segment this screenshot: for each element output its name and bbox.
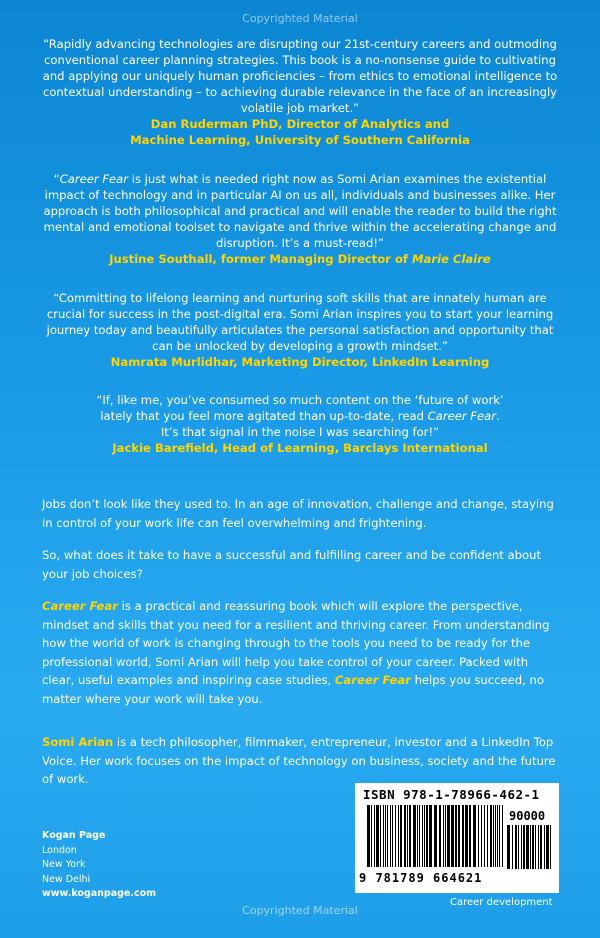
book-title: Career Fear: [42, 599, 118, 613]
barcode-bar: [521, 825, 522, 869]
barcode-bar: [493, 805, 494, 867]
price-code: 90000: [509, 809, 546, 823]
barcode-bar: [515, 825, 517, 869]
barcode-bar: [439, 805, 441, 867]
quote-ruderman: [36, 36, 564, 148]
barcode-bar: [387, 805, 388, 867]
barcode-bars: [367, 805, 503, 867]
isbn-barcode: [355, 783, 559, 893]
quote-barefield: “If, like me, you’ve consumed so much content on the ‘future of work’ lately that you feel more agitated than up-to-date, read Career Fear. It’s that signal in the noise I was searching for!” Jackie Barefield, Head of Learning, Barclays International: [36, 392, 564, 456]
quote-attribution: Namrata Murlidhar, Marketing Director, LinkedIn Learning: [110, 355, 490, 369]
barcode-bar: [413, 805, 416, 867]
quote-text: “Committing to lifelong learning and nurturing soft skills that are innately human are crucial for success in the post-digital era. Somi Arian inspires you to start your learning journey today and beautifully articulates the personal satisfaction and opportunity that can be unlocked by developing a growth mindset.”: [46, 291, 554, 353]
barcode-bar: [546, 825, 549, 869]
barcode-bar: [434, 805, 437, 867]
quote-attribution: Dan Ruderman PhD, Director of Analytics and Machine Learning, University of Southern California: [130, 117, 470, 147]
publisher-website: www.koganpage.com: [42, 888, 157, 899]
barcode-bar: [550, 825, 551, 869]
barcode-addon-bars: [507, 825, 551, 873]
barcode-bar: [526, 825, 529, 869]
barcode-bar: [490, 805, 492, 867]
barcode-bar: [390, 805, 391, 867]
barcode-bar: [487, 805, 488, 867]
barcode-bar: [481, 805, 482, 867]
barcode-bar: [404, 805, 406, 867]
publisher-city: London: [42, 844, 77, 856]
barcode-bar: [445, 805, 446, 867]
barcode-bar: [502, 805, 503, 867]
category-label: Career development: [450, 897, 553, 908]
barcode-bar: [383, 805, 384, 867]
quote-southall: “Career Fear is just what is needed right now as Somi Arian examines the existential impact of technology and in particular AI on us all, individuals and businesses alike. Her approach is both philosophical and practical and will enable the reader to build the right mental and emotional toolset to navigate and thrive within the accelerating change and disruption. It’s a must-read!” Justine Southall, former Managing Director of Marie Claire: [36, 171, 564, 267]
watermark-top: Copyrighted Material: [242, 12, 358, 25]
barcode-bar: [484, 805, 485, 867]
barcode-bar: [544, 825, 545, 869]
barcode-bar: [374, 805, 375, 867]
barcode-bar: [497, 805, 498, 867]
quote-murlidhar: [36, 290, 564, 370]
barcode-bar: [407, 805, 408, 867]
barcode-bar: [507, 825, 510, 869]
barcode-bar: [385, 805, 386, 867]
barcode-bar: [473, 805, 476, 867]
barcode-bar: [540, 825, 542, 869]
barcode-bar: [367, 805, 370, 867]
barcode-bar: [398, 805, 399, 867]
book-title: Career Fear: [334, 673, 411, 687]
barcode-bar: [499, 805, 500, 867]
book-title: Career Fear: [427, 409, 496, 423]
barcode-bar: [380, 805, 381, 867]
author-name: Somi Arian: [42, 735, 114, 749]
publisher-block: [42, 829, 156, 902]
barcode-bar: [409, 805, 411, 867]
barcode-bar: [419, 805, 420, 867]
barcode-bar: [532, 825, 534, 869]
barcode-bar: [530, 825, 531, 869]
barcode-bar: [422, 805, 423, 867]
barcode-bar: [458, 805, 460, 867]
barcode-bar: [376, 805, 379, 867]
barcode-bar: [371, 805, 372, 867]
barcode-bar: [417, 805, 418, 867]
description-para-3: Career Fear is a practical and reassuring book which will explore the perspective, mindset and skills that you need for a resilient and thriving career. From understanding how the world of work is changing through to the tools you need to be ready for the professional world, Somi Arian will help you take control of your career. Packed with clear, useful examples and inspiring case studies, Career Fear helps you succeed, no matter where your work will take you.: [42, 599, 550, 706]
quote-text: “Rapidly advancing technologies are disrupting our 21st-century careers and outmoding conventional career planning strategies. This book is a no-nonsense guide to cultivating and applying our uniquely human proficiencies – from ethics to emotional intelligence to contextual understanding – to achieving durable relevance in the face of an increasingly volatile job market.”: [42, 37, 558, 115]
description-para-2: So, what does it take to have a successful and fulfilling career and be confident about your job choices?: [42, 548, 541, 581]
barcode-bar: [518, 825, 519, 869]
barcode-bar: [469, 805, 471, 867]
barcode-digits: 9 781789 664621: [359, 871, 483, 885]
description-para-1: Jobs don’t look like they used to. In an age of innovation, challenge and change, staying in control of your work life can feel overwhelming and frightening.: [42, 497, 554, 530]
quote-attribution: Justine Southall, former Managing Director of Marie Claire: [109, 252, 491, 266]
publisher-city: New York: [42, 859, 86, 870]
barcode-bar: [478, 805, 479, 867]
barcode-bar: [395, 805, 396, 867]
barcode-bar: [538, 825, 539, 869]
watermark-bottom: Copyrighted Material: [242, 904, 358, 917]
barcode-bar: [455, 805, 457, 867]
barcode-bar: [429, 805, 432, 867]
barcode-bar: [443, 805, 444, 867]
barcode-bar: [465, 805, 468, 867]
barcode-bar: [462, 805, 464, 867]
barcode-bar: [400, 805, 402, 867]
barcode-bar: [495, 805, 496, 867]
barcode-bar: [447, 805, 450, 867]
barcode-bar: [451, 805, 454, 867]
publisher-city: New Delhi: [42, 873, 91, 885]
barcode-bar: [535, 825, 536, 869]
author-bio: Somi Arian is a tech philosopher, filmmaker, entrepreneur, investor and a LinkedIn Top Voice. Her work focuses on the impact of technology on business, society and the future of work.: [42, 735, 556, 786]
publisher-name: Kogan Page: [42, 830, 106, 841]
barcode-bar: [424, 805, 425, 867]
barcode-bar: [523, 825, 525, 869]
barcode-bar: [512, 825, 513, 869]
isbn-number: ISBN 978-1-78966-462-1: [363, 787, 540, 802]
barcode-bar: [392, 805, 393, 867]
quote-attribution: Jackie Barefield, Head of Learning, Barclays International: [112, 441, 488, 455]
barcode-bar: [426, 805, 428, 867]
book-title: Career Fear: [59, 172, 129, 186]
